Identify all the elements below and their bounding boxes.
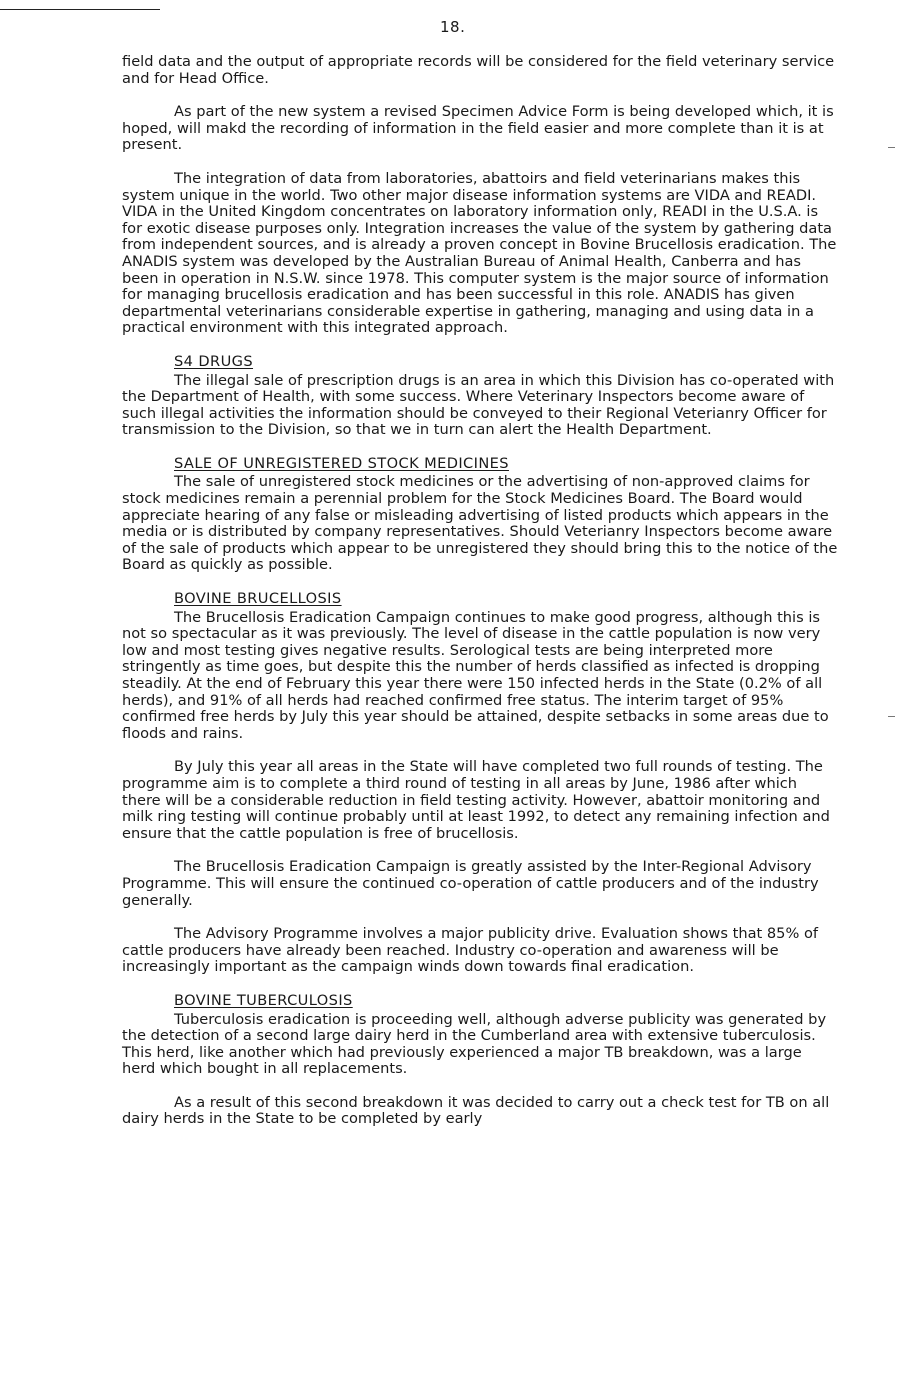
section-heading: S4 DRUGS [174, 352, 254, 370]
paragraph: The sale of unregistered stock medicines or the advertising of non-approved claims for stock medicines remain a perennial problem for the Stock Medicines Board. The Board would appreciate hearing of any false or misleading advertising of listed products which appears in the media or is distributed by company representatives. Should Veterianry Inspectors become aware of the sale of products which appear to be unregistered they should bring this to the notice of the Board as quickly as possible. [122, 473, 838, 574]
margin-mark [888, 716, 895, 717]
section-s4-drugs [122, 354, 838, 439]
section-unregistered-stock-medicines [122, 456, 838, 574]
section-heading: BOVINE TUBERCULOSIS [174, 991, 353, 1009]
paragraph: The Brucellosis Eradication Campaign is greatly assisted by the Inter-Regional Advisory Programme. This will ensure the continued co-operation of cattle producers and of the industry generally. [122, 858, 819, 909]
document-body [122, 54, 838, 1145]
page-number: 18. [440, 18, 466, 36]
paragraph: The Advisory Programme involves a major publicity drive. Evaluation shows that 85% of cattle producers have already been reached. Industry co-operation and awareness will be increasingly important as the campaign winds down towards final eradication. [122, 925, 819, 976]
paragraph: field data and the output of appropriate records will be considered for the field veterinary service and for Head Office. [122, 53, 835, 87]
paragraph: The integration of data from laboratories, abattoirs and field veterinarians makes this system unique in the world. Two other major disease information systems are VIDA and READI. VIDA in the United Kingdom concentrates on laboratory information only, READI in the U.S.A. is for exotic disease purposes only. Integration increases the value of the system by gathering data from independent sources, and is already a proven concept in Bovine Brucellosis eradication. The ANADIS system was developed by the Australian Bureau of Animal Health, Canberra and has been in operation in N.S.W. since 1978. This computer system is the major source of information for managing brucellosis eradication and has been successful in this role. ANADIS has given departmental veterinarians considerable expertise in gathering, managing and using data in a practical environment with this integrated approach. [122, 169, 837, 337]
section-heading: SALE OF UNREGISTERED STOCK MEDICINES [174, 454, 509, 472]
margin-mark [888, 147, 895, 148]
paragraph: As a result of this second breakdown it was decided to carry out a check test for TB on all dairy herds in the State to be completed by early [122, 1093, 830, 1128]
paragraph: By July this year all areas in the State will have completed two full rounds of testing. The programme aim is to complete a third round of testing in all areas by June, 1986 after which there will be a considerable reduction in field testing activity. However, abattoir monitoring and milk ring testing will continue probably until at least 1992, to detect any remaining infection and ensure that the cattle population is free of brucellosis. [122, 758, 830, 842]
paragraph: As part of the new system a revised Specimen Advice Form is being developed which, it is hoped, will makd the recording of information in the field easier and more complete than it is at present. [122, 103, 834, 154]
paragraph: The Brucellosis Eradication Campaign continues to make good progress, although this is not so spectacular as it was previously. The level of disease in the cattle population is now very low and most testing gives negative results. Serological tests are being interpreted more stringently as time goes, but despite this the number of herds classified as infected is dropping steadily. At the end of February this year there were 150 infected herds in the State (0.2% of all herds), and 91% of all herds had reached confirmed free status. The interim target of 95% confirmed free herds by July this year should be attained, despite setbacks in some areas due to floods and rains. [122, 608, 829, 742]
paragraph: The illegal sale of prescription drugs is an area in which this Division has co-operated with the Department of Health, with some success. Where Veterinary Inspectors become aware of such illegal activities the information should be conveyed to their Regional Veterianry Officer for transmission to the Division, so that we in turn can alert the Health Department. [122, 371, 835, 439]
paragraph: Tuberculosis eradication is proceeding well, although adverse publicity was generated by the detection of a second large dairy herd in the Cumberland area with extensive tuberculosis. This herd, like another which had previously experienced a major TB breakdown, was a large herd which bought in all replacements. [122, 1010, 827, 1078]
section-heading: BOVINE BRUCELLOSIS [174, 590, 342, 608]
top-rule [0, 9, 160, 10]
section-bovine-brucellosis [122, 591, 838, 976]
section-bovine-tuberculosis [122, 993, 838, 1128]
